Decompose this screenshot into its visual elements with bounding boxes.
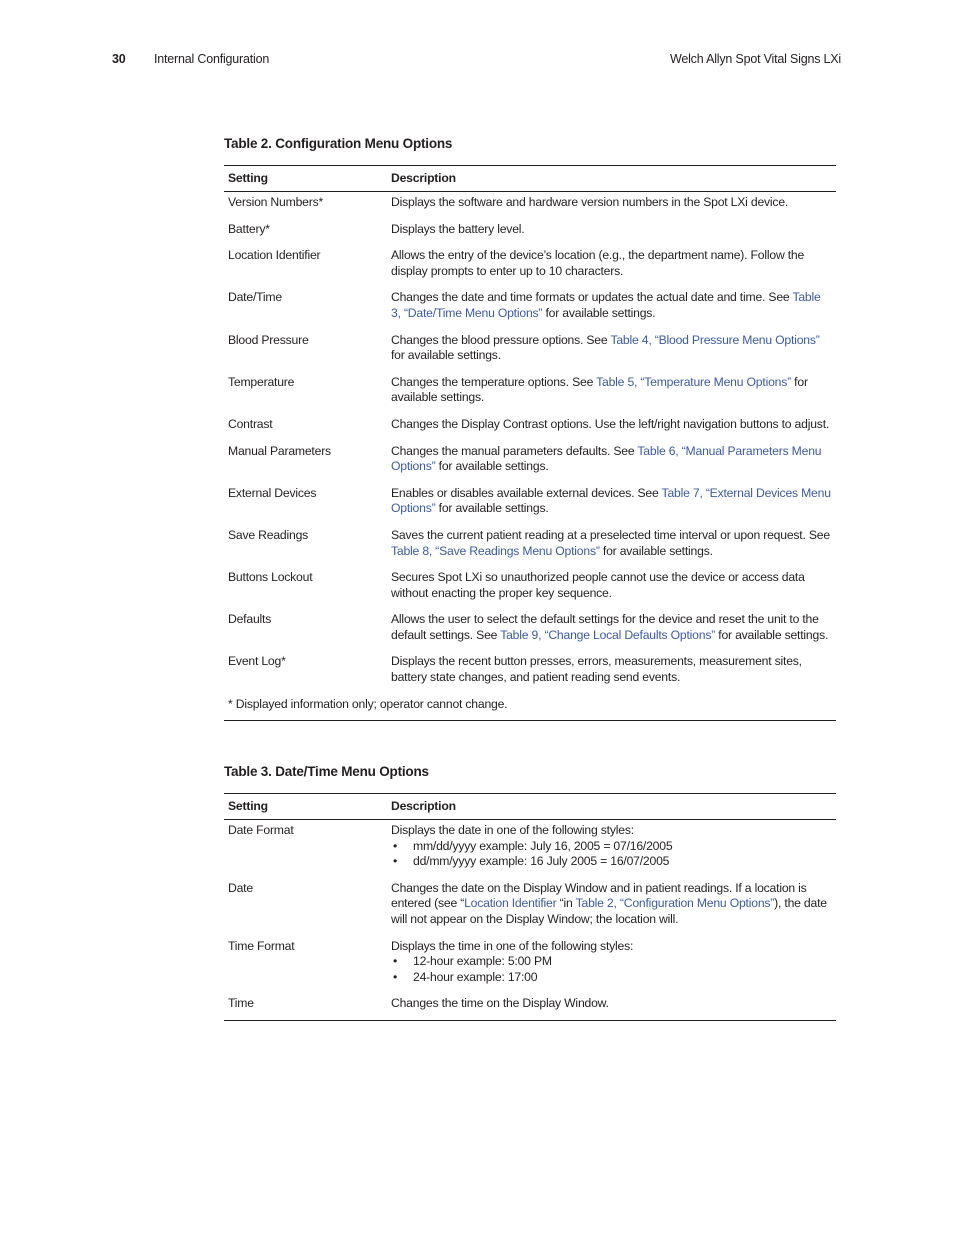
description-text: for available settings.: [435, 459, 549, 474]
description-text: Displays the software and hardware version numbers in the Spot LXi device.: [391, 195, 789, 209]
description-text: Changes the date and time formats or updates the actual date and time. See: [391, 290, 793, 305]
setting-cell: Save Readings: [228, 527, 309, 542]
description-cell: [387, 444, 836, 486]
table-row: [224, 996, 836, 1020]
table2-caption: Table 2. Configuration Menu Options: [224, 136, 453, 151]
cross-reference-link[interactable]: Table 3, “Date/Time Menu Options”: [391, 290, 821, 320]
description-text: ), the date will not appear on the Display Window; the location will.: [391, 896, 827, 926]
description-cell: [387, 881, 836, 939]
bullet-item: • mm/dd/yyyy example: July 16, 2005 = 07/16/2005: [391, 839, 832, 855]
table-row: [224, 570, 836, 612]
description-column-header: Description: [391, 798, 456, 813]
description-text: for available settings.: [599, 543, 713, 558]
description-cell: [387, 333, 836, 375]
setting-column-header: Setting: [228, 170, 268, 185]
table-row: [224, 528, 836, 570]
bullet-item: • dd/mm/yyyy example: 16 July 2005 = 16/07/2005: [391, 854, 832, 870]
description-cell: [387, 192, 836, 222]
table-row: [224, 375, 836, 417]
section-title: Internal Configuration: [154, 52, 270, 66]
description-text: for available settings.: [435, 501, 549, 516]
table-footnote: * Displayed information only; operator cannot change.: [228, 696, 508, 711]
cross-reference-link[interactable]: Location Identifier: [464, 896, 557, 911]
description-text: Changes the time on the Display Window.: [391, 996, 609, 1011]
table-row: [224, 192, 836, 222]
table-row: [224, 248, 836, 290]
setting-cell: Date Format: [228, 823, 294, 837]
document-title: Welch Allyn Spot Vital Signs LXi: [669, 52, 841, 66]
table-row: [224, 939, 836, 997]
setting-cell: Date: [228, 880, 253, 895]
table-header-row: [224, 166, 836, 192]
description-text: for available settings.: [391, 348, 501, 363]
description-cell: [387, 820, 836, 881]
description-cell: [387, 612, 836, 654]
table-header-row: [224, 794, 836, 820]
description-text: Displays the recent button presses, errors, measurements, measurement sites, battery state changes, and patient reading send events.: [391, 654, 802, 685]
description-text: for available settings.: [542, 305, 656, 320]
setting-column-header: Setting: [228, 798, 268, 813]
description-cell: [387, 248, 836, 290]
setting-cell: Time: [228, 996, 254, 1011]
cross-reference-link[interactable]: Table 4, “Blood Pressure Menu Options”: [610, 332, 820, 347]
bullet-item: • 24-hour example: 17:00: [391, 970, 832, 986]
table-row: [224, 881, 836, 939]
setting-cell: Date/Time: [228, 290, 282, 305]
cross-reference-link[interactable]: Table 8, “Save Readings Menu Options”: [391, 543, 600, 558]
description-text: Changes the blood pressure options. See: [391, 332, 611, 347]
setting-cell: Battery*: [228, 221, 270, 236]
setting-cell: Time Format: [228, 938, 295, 953]
setting-cell: Manual Parameters: [228, 443, 331, 458]
description-cell: [387, 528, 836, 570]
date-time-menu-table: [224, 793, 836, 1021]
description-text: Allows the user to select the default settings for the device and reset the unit to the default settings. See: [391, 612, 819, 642]
table-row: [224, 444, 836, 486]
description-text: Changes the manual parameters defaults. See: [391, 443, 638, 458]
description-cell: [387, 417, 836, 444]
description-cell: [387, 222, 836, 249]
description-column-header: Description: [391, 170, 456, 185]
table-row: [224, 290, 836, 332]
setting-cell: Buttons Lockout: [228, 570, 313, 585]
description-text: “in: [556, 896, 576, 911]
description-text: Enables or disables available external devices. See: [391, 485, 662, 500]
table-row: [224, 333, 836, 375]
table-row: [224, 820, 836, 881]
description-cell: [387, 290, 836, 332]
setting-cell: Contrast: [228, 416, 273, 431]
bullet-list: [391, 954, 832, 985]
setting-cell: Blood Pressure: [228, 332, 309, 347]
table-row: [224, 612, 836, 654]
description-text: Changes the Display Contrast options. Use the left/right navigation buttons to adjust.: [391, 416, 830, 431]
cross-reference-link[interactable]: Table 7, “External Devices Menu Options”: [391, 485, 831, 516]
description-text: Secures Spot LXi so unauthorized people cannot use the device or access data without enacting the proper key sequence.: [391, 570, 805, 600]
table-row: [224, 222, 836, 249]
table-row: [224, 654, 836, 696]
setting-cell: Temperature: [228, 374, 295, 389]
setting-cell: Defaults: [228, 612, 272, 627]
page-number: 30: [112, 52, 126, 66]
cross-reference-link[interactable]: Table 5, “Temperature Menu Options”: [596, 374, 791, 389]
description-text: Changes the temperature options. See: [391, 374, 597, 389]
cross-reference-link[interactable]: Table 6, “Manual Parameters Menu Options”: [391, 443, 822, 474]
description-text: Displays the time in one of the following styles:: [391, 938, 634, 953]
description-text: Saves the current patient reading at a preselected time interval or upon request. See: [391, 527, 830, 542]
description-text: Displays the date in one of the following styles:: [391, 823, 634, 837]
table-row: [224, 417, 836, 444]
table-row: [224, 486, 836, 528]
description-cell: [387, 570, 836, 612]
setting-cell: Version Numbers*: [228, 195, 324, 209]
table3-caption: Table 3. Date/Time Menu Options: [224, 764, 429, 779]
description-text: Displays the battery level.: [391, 221, 525, 236]
description-text: Allows the entry of the device’s location (e.g., the department name). Follow the display prompts to enter up to 10 characters.: [391, 248, 805, 278]
description-text: for available settings.: [391, 374, 808, 405]
bullet-item: • 12-hour example: 5:00 PM: [391, 954, 832, 970]
description-cell: [387, 654, 836, 696]
cross-reference-link[interactable]: Table 2, “Configuration Menu Options”: [575, 896, 775, 911]
configuration-menu-table: [224, 165, 836, 721]
description-cell: [387, 486, 836, 528]
description-cell: [387, 996, 836, 1020]
description-cell: [387, 375, 836, 417]
setting-cell: Location Identifier: [228, 248, 321, 263]
description-text: Changes the date on the Display Window and in patient readings. If a location is entered (see “: [391, 880, 807, 911]
setting-cell: Event Log*: [228, 654, 286, 669]
bullet-list: [391, 839, 832, 870]
description-cell: [387, 939, 836, 997]
cross-reference-link[interactable]: Table 9, “Change Local Defaults Options”: [500, 627, 716, 642]
setting-cell: External Devices: [228, 485, 317, 500]
description-text: for available settings.: [715, 627, 829, 642]
